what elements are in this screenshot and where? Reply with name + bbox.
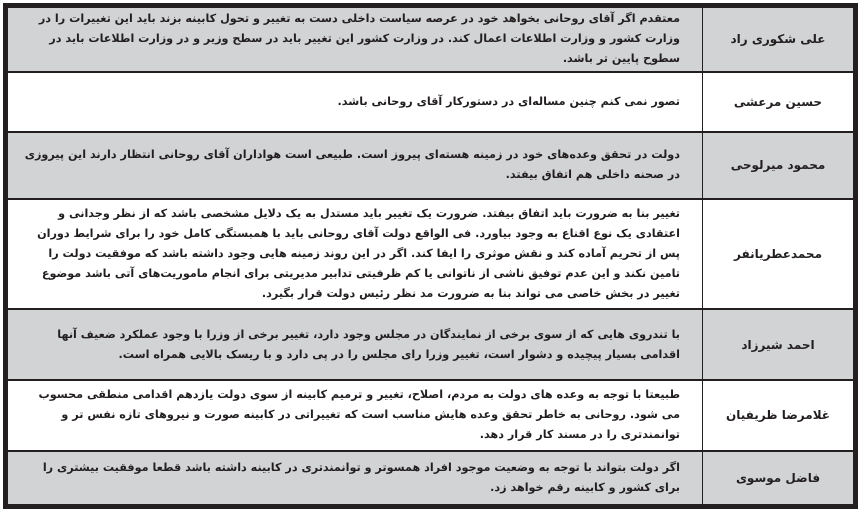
table-row — [8, 132, 853, 199]
table-row — [8, 72, 853, 132]
table-row — [8, 309, 853, 380]
person-name: احمد شیرزاد — [703, 309, 854, 380]
person-quote: تصور نمی کنم چنین مساله‌ای در دستورکار آقای روحانی باشد. — [8, 72, 703, 132]
table-row — [8, 380, 853, 451]
table-row — [8, 451, 853, 504]
table-row — [8, 199, 853, 310]
person-name: فاضل موسوی — [703, 451, 854, 504]
quotes-table-container — [3, 3, 858, 509]
person-quote: دولت در تحقق وعده‌های خود در زمینه هسته‌ای پیروز است. طبیعی است هواداران آقای روحانی انتظار دارند این پیروزی در صحنه داخلی هم اتفاق بیفتد. — [8, 132, 703, 199]
person-quote: اگر دولت بتواند با توجه به وضعیت موجود افراد همسوتر و توانمندتری در کابینه داشته باشد قطعا موفقیت بیشتری را برای کشور و کابینه رقم خواهد زد. — [8, 451, 703, 504]
person-name: حسین مرعشی — [703, 72, 854, 132]
person-name: محمدعطریانفر — [703, 199, 854, 310]
person-quote: تغییر بنا به ضرورت باید اتفاق بیفتد. ضرورت یک تغییر باید مستدل به یک دلایل مشخصی باشد که از نظر وجدانی و اعتقادی یک نوع اقناع به وجود بیاورد. فی الواقع دولت آقای روحانی باید با همبستگی کامل خود را برای شرایط دوران پس از تحریم آماده کند و نقش موثری را ایفا کند. اگر در این روند زمینه هایی وجود داشته باشد که موفقیت دولت را تامین نکند و این عدم توفیق ناشی از ناتوانی یا کم ظرفیتی تدابیر مدیریتی برای انجام ماموریت‌های آتی باشد موضوع تغییر در بخش خاصی می تواند بنا به ضرورت مد نظر رئیس دولت قرار بگیرد. — [8, 199, 703, 310]
person-name: محمود میرلوحی — [703, 132, 854, 199]
person-name: غلامرضا ظریفیان — [703, 380, 854, 451]
table-row — [8, 8, 853, 72]
person-quote: طبیعتا با توجه به وعده های دولت به مردم، اصلاح، تغییر و ترمیم کابینه از سوی دولت یازدهم اقدامی منطقی محسوب می شود. روحانی به خاطر تحقق وعده هایش مناسب است که تغییراتی در کابینه صورت و نیروهای تازه نفس تر و توانمندتری را در مسند کار قرار دهد. — [8, 380, 703, 451]
quotes-table — [8, 8, 853, 504]
person-quote: با تندروی هایی که از سوی برخی از نمایندگان در مجلس وجود دارد، تغییر برخی از وزرا با وجود عملکرد ضعیف آنها اقدامی بسیار پیچیده و دشوار است، تغییر وزرا رای مجلس را در پی دارد و با ریسک بالایی همراه است. — [8, 309, 703, 380]
person-quote: معتقدم اگر آقای روحانی بخواهد خود در عرصه سیاست داخلی دست به تغییر و تحول کابینه بزند باید این تغییرات را در وزارت کشور و وزارت اطلاعات اعمال کند. در وزارت کشور این تغییر باید در سطح وزیر و در وزارت اطلاعات باید در سطوح پایین تر باشد. — [8, 8, 703, 72]
person-name: علی شکوری راد — [703, 8, 854, 72]
